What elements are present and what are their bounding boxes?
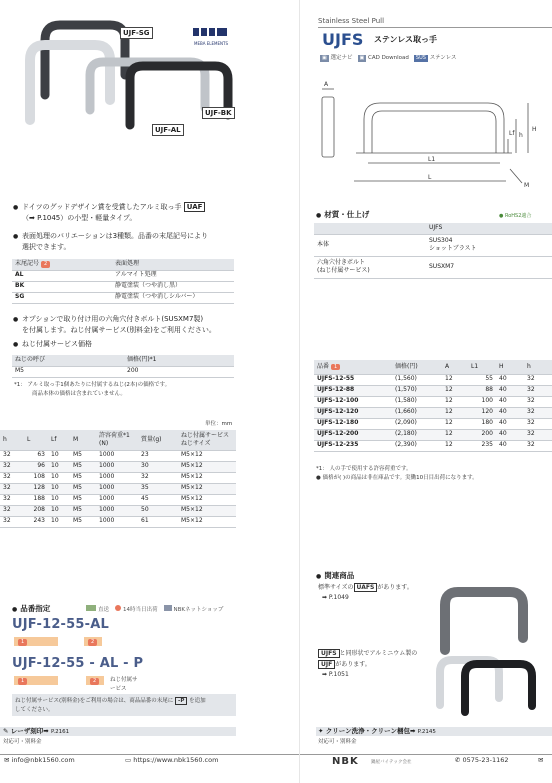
table-cell: 243	[24, 516, 48, 527]
table-cell: 40	[496, 407, 524, 418]
table-cell: (1,580)	[392, 396, 442, 407]
table-cell: 32	[0, 472, 24, 483]
code2-badge-2: 2	[88, 676, 99, 685]
table-cell: 180	[468, 418, 496, 429]
table-cell: 30	[138, 461, 178, 472]
table-cell: M5	[70, 505, 96, 516]
table-row: BK 静電塗装（つや消し黒）	[12, 281, 234, 292]
table-cell: 100	[468, 396, 496, 407]
photo-label-al: UJF-AL	[152, 124, 184, 136]
bullet-award-line2: （➡ P.1045）の小型・軽量タイプ。	[22, 214, 137, 222]
dim-h-upper: H	[532, 126, 537, 133]
table-cell: 32	[0, 494, 24, 505]
table-cell: 120	[468, 407, 496, 418]
finish-header-treatment: 表面処理	[112, 259, 234, 270]
clean-sub: 対応可・別料金	[318, 739, 357, 745]
finish-table	[12, 259, 234, 304]
table-cell: 32	[138, 472, 178, 483]
table-cell: 40	[496, 418, 524, 429]
order-code-1: UJF-12-55-AL	[12, 617, 109, 632]
laser-icon: ✎	[3, 727, 9, 735]
table-row	[314, 374, 552, 385]
footer-email[interactable]: ✉ info@nbk1560.com	[4, 756, 75, 764]
order-note-line1: ねじ付属サービス(別料金)をご利用の場合は、商品品番の末尾に -P を追加	[15, 698, 206, 704]
table-cell: (1,660)	[392, 407, 442, 418]
monitor-icon: ▭	[125, 756, 134, 764]
mail-icon: ✉	[4, 756, 12, 764]
table-cell: M5	[70, 461, 96, 472]
table-cell: 63	[24, 450, 48, 461]
table-cell: 10	[48, 461, 70, 472]
uaf-link[interactable]: UAF	[184, 202, 206, 212]
laser-title[interactable]: ✎ レーザ刻印➡ P.2161	[3, 727, 70, 735]
bolt-note-1: *1： アルミ取っ手1個あたりに付属するねじ(2本)の価格です。	[14, 382, 171, 388]
sparkle-icon: ✦	[318, 727, 324, 735]
table-row	[314, 407, 552, 418]
table-cell: 40	[496, 385, 524, 396]
table-row	[0, 472, 236, 483]
dim-m: M	[524, 182, 530, 189]
related-title: ● 関連商品	[316, 571, 354, 581]
badge-1: 1	[331, 364, 340, 371]
table-cell: UJFS-12-55	[314, 374, 392, 385]
table-cell: 23	[138, 450, 178, 461]
related-1: 標準サイズの UAFS があります。	[318, 584, 413, 591]
table-cell: 45	[138, 494, 178, 505]
cad-icon: ▣	[359, 55, 365, 61]
nav-icon: ▣	[322, 55, 327, 61]
table-cell: (1,570)	[392, 385, 442, 396]
price-note-1: *1： 人の手で使用する許容荷重です。	[316, 466, 412, 472]
table-cell: 32	[524, 407, 552, 418]
finish-header-code: 末尾記号 2	[12, 259, 112, 270]
rohs-badge: ● RoHS2適合	[499, 213, 532, 219]
table-cell: M5×12	[178, 450, 236, 461]
table-cell: 32	[524, 396, 552, 407]
table-cell: UJFS-12-120	[314, 407, 392, 418]
cad-download-link[interactable]: ▣ CAD Download	[359, 55, 409, 61]
table-cell: 32	[524, 440, 552, 451]
fax-icon: ✉	[538, 756, 544, 764]
footer-phone[interactable]: ✆ 0575-23-1162	[455, 756, 509, 764]
clean-title[interactable]: ✦ クリーン洗浄・クリーン梱包➡ P.2145	[318, 727, 436, 735]
table-cell: 32	[524, 429, 552, 440]
ujf-link[interactable]: UJF	[318, 660, 335, 669]
photo-label-bk: UJF-BK	[202, 107, 235, 119]
table-cell: 12	[442, 396, 468, 407]
table-cell: (2,390)	[392, 440, 442, 451]
table-cell: 188	[24, 494, 48, 505]
table-cell: 108	[24, 472, 48, 483]
table-cell: M5×12	[178, 505, 236, 516]
spec-table-body	[0, 450, 236, 527]
table-row	[314, 385, 552, 396]
dim-lf: Lf	[509, 130, 515, 137]
same-day-icon: 14時当日出荷	[115, 605, 158, 614]
dim-h-lower: h	[519, 132, 523, 139]
leaf-icon: ●	[499, 213, 505, 219]
tag-line	[320, 55, 457, 62]
table-cell: 55	[468, 374, 496, 385]
related-2-line1: UJFS と同形状でアルミニウム製の	[318, 649, 417, 658]
table-cell: M5×12	[178, 472, 236, 483]
dim-l1: L1	[428, 156, 436, 163]
table-cell: 32	[524, 418, 552, 429]
table-cell: 10	[48, 494, 70, 505]
direct-ship-icon: 直送	[86, 605, 109, 614]
table-cell: 32	[0, 505, 24, 516]
material-table: UJFS 本体 SUS304 ショットブラスト 六角穴付きボルト (ねじ付属サービス) SUSXM7	[314, 223, 552, 279]
table-cell: 12	[442, 374, 468, 385]
photo-label-sg: UJF-SG	[120, 27, 153, 39]
table-row: SG 静電塗装（つや消しシルバー）	[12, 292, 234, 303]
model-subtitle: ステンレス取っ手	[374, 35, 437, 44]
table-cell: 12	[442, 407, 468, 418]
table-cell: 1000	[96, 505, 138, 516]
laser-sub: 対応可・別料金	[3, 739, 42, 745]
table-cell: UJFS-12-180	[314, 418, 392, 429]
table-cell: 40	[496, 374, 524, 385]
table-cell: 10	[48, 516, 70, 527]
table-cell: 32	[0, 483, 24, 494]
table-row	[0, 494, 236, 505]
related-2-line2: UJF があります。	[318, 660, 371, 669]
table-cell: 40	[496, 396, 524, 407]
table-row	[314, 429, 552, 440]
bullet-award	[22, 202, 205, 224]
table-row	[0, 461, 236, 472]
suffix-p: -P	[175, 697, 187, 705]
table-cell: M5	[70, 494, 96, 505]
table-row	[314, 418, 552, 429]
table-cell: 10	[48, 472, 70, 483]
table-cell: M5×12	[178, 483, 236, 494]
table-cell: (2,180)	[392, 429, 442, 440]
table-row	[314, 440, 552, 451]
table-cell: M5	[70, 450, 96, 461]
table-cell: 235	[468, 440, 496, 451]
ujfs-link[interactable]: UJFS	[318, 649, 340, 658]
table-cell: 10	[48, 505, 70, 516]
related-2-page[interactable]: ➡ P.1051	[322, 671, 349, 678]
table-cell: 50	[138, 505, 178, 516]
table-cell: M5	[70, 516, 96, 527]
order-icons	[86, 605, 223, 614]
code2-badge-1: 1	[16, 676, 27, 685]
footer-brand: NBK	[332, 756, 359, 767]
table-cell: 40	[496, 440, 524, 451]
price-note-2: ● 価格が( )の商品は非在庫品です。実働10日目出荷になります。	[316, 475, 478, 481]
table-cell: 1000	[96, 483, 138, 494]
table-cell: 12	[442, 429, 468, 440]
material-tag: SUS ステンレス	[415, 55, 457, 61]
unit-label: 単位：mm	[205, 421, 233, 427]
bullet-option-line1: ● オプションで取り付け用の六角穴付きボルト(SUSXM7製)	[22, 315, 204, 323]
badge-2: 2	[41, 261, 50, 268]
table-cell: 32	[0, 450, 24, 461]
code2-note: ねじ付属サービス	[110, 677, 138, 692]
table-cell: 35	[138, 483, 178, 494]
table-row	[0, 505, 236, 516]
code1-badge-1: 1	[16, 637, 27, 646]
table-cell: UJFS-12-88	[314, 385, 392, 396]
uafs-link[interactable]: UAFS	[354, 583, 378, 592]
table-cell: 96	[24, 461, 48, 472]
table-cell: 32	[524, 374, 552, 385]
category-label: Stainless Steel Pull	[318, 17, 385, 25]
table-cell: 32	[0, 516, 24, 527]
table-cell: 1000	[96, 494, 138, 505]
meba-logo-text: MEBA ELEMENTS	[194, 40, 228, 46]
meba-logo-icon	[191, 27, 231, 38]
table-row: AL アルマイト処理	[12, 270, 234, 281]
table-cell: M5×12	[178, 516, 236, 527]
column-divider	[299, 0, 300, 783]
table-cell: 1000	[96, 450, 138, 461]
selection-nav-link[interactable]: ▣ 選定ナビ	[322, 55, 353, 61]
table-cell: (2,090)	[392, 418, 442, 429]
table-row	[0, 516, 236, 527]
footer-line-left	[0, 754, 299, 755]
header-rule	[318, 27, 552, 28]
bullet-option-line2: を付属します。ねじ付属サービス(別料金)をご利用ください。	[22, 326, 216, 334]
bullet-option	[22, 314, 216, 336]
bolt-note-2: 商品本体の価格は含まれていません。	[32, 391, 126, 397]
table-cell: 32	[0, 461, 24, 472]
dimension-drawing	[310, 75, 552, 200]
bullet-finish-line1: ● 表面処理のバリエーションは3種類。品番の末尾記号により	[22, 232, 209, 240]
table-cell: 12	[442, 440, 468, 451]
net-shop-icon[interactable]: NBKネットショップ	[164, 605, 224, 614]
table-cell: 10	[48, 483, 70, 494]
meba-logo	[191, 27, 231, 45]
dim-a: A	[324, 81, 329, 88]
dim-l: L	[428, 174, 432, 181]
bolt-service-title: ● ねじ付属サービス価格	[22, 339, 92, 350]
table-cell: M5×12	[178, 461, 236, 472]
table-cell: M5	[70, 472, 96, 483]
bullet-award-text: ドイツのグッドデザイン賞を受賞したアルミ取っ手	[22, 203, 182, 211]
price-table: 品番 1 価格(円) A L1 H h UJFS-12-55 (1,560) 12 55 40 32 UJFS-12-88 (1,570) 12 88 40 32 UJFS-12-100 (1,580) 12 100 40 32 UJFS-12-120 (1,660) 12 120 40 32 UJFS-12-180 (2,090) 12 180 40 32 UJFS-12-200 (2,180) 12 200 40 32 UJFS-12-235 (2,390) 12 235 40 32	[314, 360, 552, 452]
table-cell: 1000	[96, 461, 138, 472]
table-cell: 12	[442, 385, 468, 396]
table-row	[0, 483, 236, 494]
table-cell: 12	[442, 418, 468, 429]
bolt-price-table: ねじの呼び 価格(円)*1 M5 200	[12, 355, 234, 378]
table-cell: 88	[468, 385, 496, 396]
table-row: M5 200	[12, 366, 234, 377]
order-code-2: UJF-12-55 - AL - P	[12, 656, 144, 671]
table-cell: 32	[524, 385, 552, 396]
code1-badge-2: 2	[86, 637, 97, 646]
model-name: UJFS	[322, 30, 364, 49]
spec-table: h L Lf M 許容荷重*1 (N) 質量(g) ねじ付属サービス ねじサイズ 32 63 10 M5 1000 23 M5×12 32 96 10 M5 1000 30 M5×12 32 108 10 M5 1000 32 M5×12 32 128 10 M5 1000 35 M5×12 32 188 10 M5 1000 45 M5×12 32 208 10 M5 1000 50 M5×12 32 243 10 M5 1000 61 M5×12	[0, 430, 236, 528]
bullet-finish	[22, 231, 208, 253]
table-cell: M5	[70, 483, 96, 494]
material-title: ● 材質・仕上げ	[316, 210, 369, 220]
table-row: 本体 SUS304 ショットブラスト	[314, 234, 552, 256]
price-table-body	[314, 374, 552, 451]
bullet-finish-line2: 選択できます。	[22, 243, 71, 251]
table-cell: UJFS-12-100	[314, 396, 392, 407]
table-cell: UJFS-12-235	[314, 440, 392, 451]
table-cell: 40	[496, 429, 524, 440]
table-row	[314, 396, 552, 407]
table-cell: 61	[138, 516, 178, 527]
table-cell: (1,560)	[392, 374, 442, 385]
table-cell: 1000	[96, 516, 138, 527]
table-cell: 128	[24, 483, 48, 494]
table-cell: 10	[48, 450, 70, 461]
table-cell: UJFS-12-200	[314, 429, 392, 440]
related-products-photo	[425, 580, 552, 720]
table-cell: 1000	[96, 472, 138, 483]
order-note-line2: してください。	[15, 707, 54, 713]
table-row	[0, 450, 236, 461]
table-cell: M5×12	[178, 494, 236, 505]
phone-icon: ✆	[455, 756, 463, 764]
footer-brand-sub: 鍋屋バイテック会社	[371, 760, 412, 765]
table-cell: 200	[468, 429, 496, 440]
order-title: ● 品番指定	[12, 604, 50, 614]
footer-url[interactable]: ▭ https://www.nbk1560.com	[125, 756, 219, 764]
related-1-page[interactable]: ➡ P.1049	[322, 594, 349, 601]
table-row: 六角穴付きボルト (ねじ付属サービス) SUSXM7	[314, 256, 552, 278]
table-cell: 208	[24, 505, 48, 516]
product-photo	[0, 0, 240, 140]
